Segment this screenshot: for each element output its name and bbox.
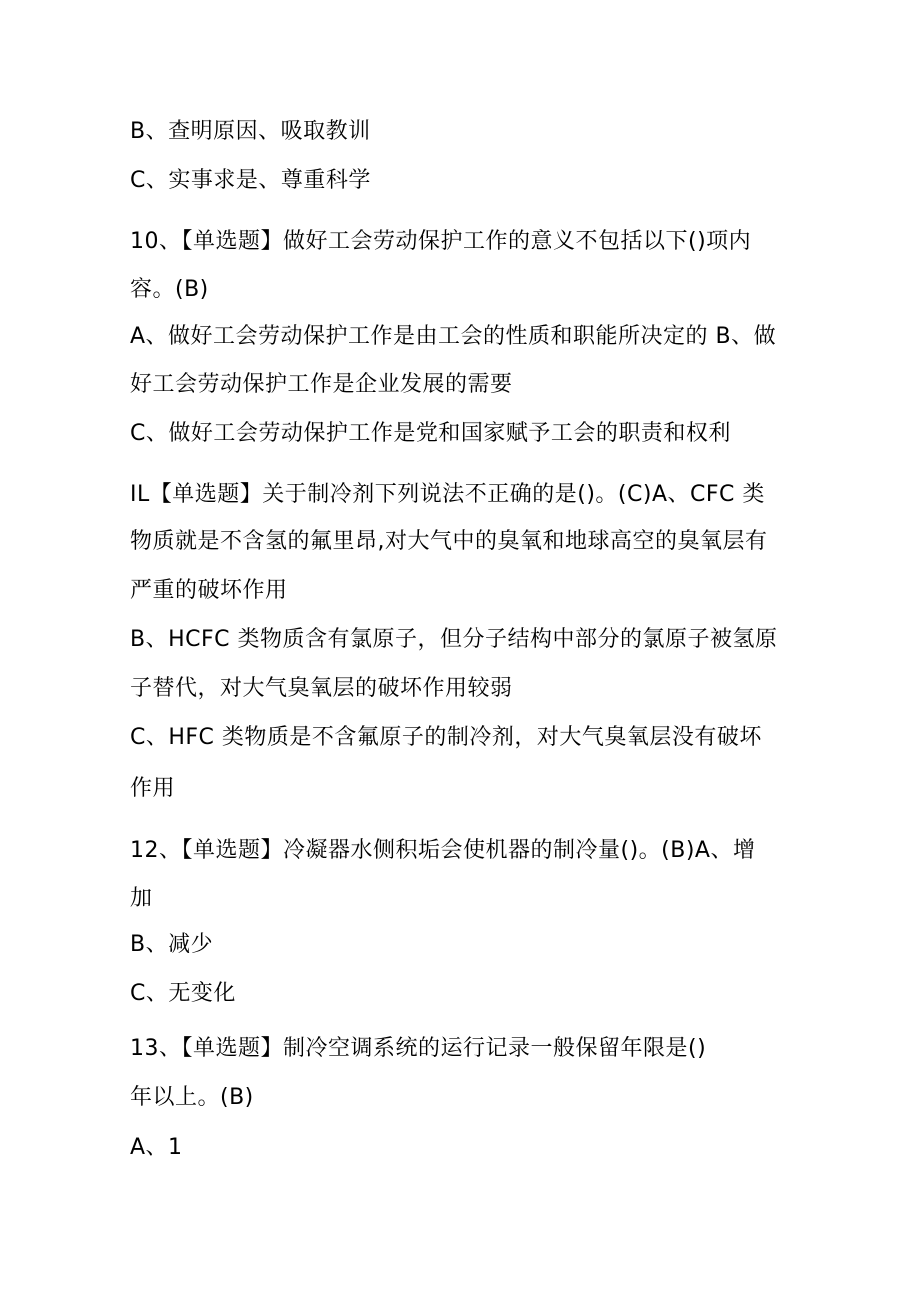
- question-10-line-2: 容。(B): [130, 277, 209, 302]
- option-c-q9: C、实事求是、尊重科学: [130, 168, 371, 193]
- option-a-q13: A、1: [130, 1135, 183, 1160]
- question-11-line-3: 严重的破坏作用: [130, 578, 288, 603]
- option-a-q10-line-1: A、做好工会劳动保护工作是由工会的性质和职能所决定的 B、做: [130, 324, 777, 349]
- option-b-q11-line-2: 子替代，对大气臭氧层的破坏作用较弱: [130, 676, 513, 701]
- option-b-q9: B、查明原因、吸取教训: [130, 119, 371, 144]
- question-12-line-2: 加: [130, 886, 153, 911]
- option-c-q10: C、做好工会劳动保护工作是党和国家赋予工会的职责和权利: [130, 421, 731, 446]
- question-13-line-2: 年以上。(B): [130, 1085, 254, 1110]
- option-a-q10-line-2: 好工会劳动保护工作是企业发展的需要: [130, 372, 513, 397]
- option-b-q12: B、减少: [130, 932, 214, 957]
- option-b-q11-line-1: B、HCFC 类物质含有氯原子，但分子结构中部分的氯原子被氢原: [130, 627, 778, 652]
- question-11-line-1: IL【单选题】关于制冷剂下列说法不正确的是()。(C)A、CFC 类: [130, 482, 765, 507]
- option-c-q11-line-1: C、HFC 类物质是不含氟原子的制冷剂，对大气臭氧层没有破坏: [130, 725, 762, 750]
- option-c-q11-line-2: 作用: [130, 776, 176, 801]
- question-13-line-1: 13、【单选题】制冷空调系统的运行记录一般保留年限是(): [130, 1036, 707, 1061]
- question-10-line-1: 10、【单选题】做好工会劳动保护工作的意义不包括以下()项内: [130, 229, 752, 254]
- question-11-line-2: 物质就是不含氢的氟里昂,对大气中的臭氧和地球高空的臭氧层有: [130, 529, 768, 554]
- option-c-q12: C、无变化: [130, 981, 236, 1006]
- question-12-line-1: 12、【单选题】冷凝器水侧积垢会使机器的制冷量()。(B)A、增: [130, 838, 756, 863]
